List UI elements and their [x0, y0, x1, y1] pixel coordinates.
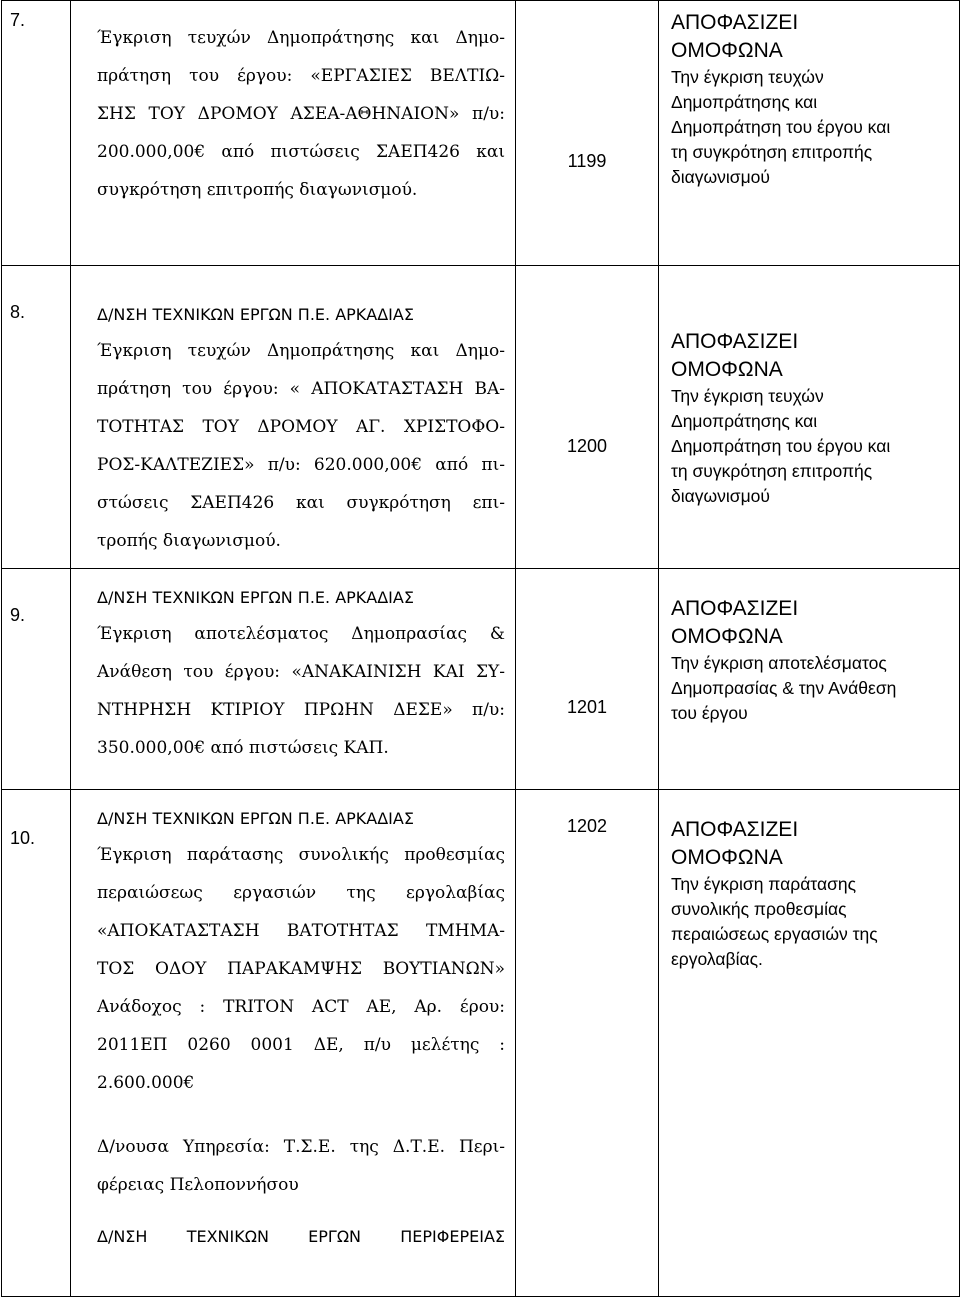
result-line: Δημοπράτηση του έργου και: [671, 117, 891, 137]
department-heading: Δ/ΝΣΗ ΤΕΧΝΙΚΩΝ ΕΡΓΩΝ Π.Ε. ΑΡΚΑΔΙΑΣ: [97, 809, 414, 828]
result-line: Την έγκριση αποτελέσματος: [671, 653, 887, 673]
decision-number: 1200: [566, 436, 608, 456]
subject-text: [71, 1, 515, 209]
item-number: 9.: [10, 605, 26, 625]
subject-cell: [71, 1, 516, 266]
subject-cell: [71, 569, 516, 790]
item-number-cell: [2, 1, 71, 266]
subject-line: ΣΗΣ ΤΟΥ ΔΡΟΜΟΥ ΑΣΕΑ-ΑΘΗΝΑΙΟΝ» π/υ:: [97, 104, 505, 124]
result-line: διαγωνισμού: [671, 486, 770, 506]
verdict-unanimous: ΟΜΟΦΩΝΑ: [671, 358, 783, 381]
result-text: [659, 569, 959, 726]
agenda-row: [2, 569, 960, 790]
agenda-table: [1, 0, 960, 1297]
subject-line: Έγκριση τευχών Δημοπράτησης και Δημο-: [97, 28, 505, 48]
result-cell: [659, 1, 960, 266]
verdict-unanimous: ΟΜΟΦΩΝΑ: [671, 625, 783, 648]
verdict-label: ΑΠΟΦΑΣΙΖΕΙ: [671, 597, 799, 620]
subject-line: ΤΟΣ ΟΔΟΥ ΠΑΡΑΚΑΜΨΗΣ ΒΟΥΤΙΑΝΩΝ»: [97, 959, 505, 979]
result-line: Δημοπράτηση του έργου και: [671, 436, 891, 456]
subject-line: ΝΤΗΡΗΣΗ ΚΤΙΡΙΟΥ ΠΡΩΗΝ ΔΕΣΕ» π/υ:: [97, 700, 505, 720]
service-line: φέρειας Πελοποννήσου: [97, 1175, 299, 1195]
result-line: συνολικής προθεσμίας: [671, 899, 847, 919]
result-line: Δημοπράτησης και: [671, 411, 818, 431]
result-cell: [659, 790, 960, 1297]
subject-text: [71, 569, 515, 767]
decision-number: 1202: [566, 816, 608, 836]
decision-number-cell: [516, 790, 659, 1297]
verdict-label: ΑΠΟΦΑΣΙΖΕΙ: [671, 11, 799, 34]
subject-line: ΡΟΣ-ΚΑΛΤΕΖΙΕΣ» π/υ: 620.000,00€ από πι-: [97, 455, 505, 475]
agenda-row: [2, 1, 960, 266]
result-line: Την έγκριση τευχών: [671, 386, 824, 406]
subject-line: συγκρότηση επιτροπής διαγωνισμού.: [97, 180, 418, 200]
subject-line: ΤΟΤΗΤΑΣ ΤΟΥ ΔΡΟΜΟΥ ΑΓ. ΧΡΙΣΤΟΦΟ-: [97, 417, 505, 437]
subject-line: Ανάθεση του έργου: «ΑΝΑΚΑΙΝΙΣΗ ΚΑΙ ΣΥ-: [97, 662, 505, 682]
subject-line: Έγκριση αποτελέσματος Δημοπρασίας &: [97, 624, 505, 644]
subject-line: πράτηση του έργου: «ΕΡΓΑΣΙΕΣ ΒΕΛΤΙΩ-: [97, 66, 505, 86]
result-line: του έργου: [671, 703, 748, 723]
decision-number: 1201: [566, 697, 608, 717]
footer-department-heading: Δ/ΝΣΗ ΤΕΧΝΙΚΩΝ ΕΡΓΩΝ ΠΕΡΙΦΕΡΕΙΑΣ: [97, 1227, 505, 1246]
agenda-row: [2, 266, 960, 569]
verdict-label: ΑΠΟΦΑΣΙΖΕΙ: [671, 818, 799, 841]
department-heading: Δ/ΝΣΗ ΤΕΧΝΙΚΩΝ ΕΡΓΩΝ Π.Ε. ΑΡΚΑΔΙΑΣ: [97, 305, 414, 324]
item-number-cell: [2, 266, 71, 569]
result-line: Δημοπράτησης και: [671, 92, 818, 112]
verdict-unanimous: ΟΜΟΦΩΝΑ: [671, 39, 783, 62]
item-number-cell: [2, 569, 71, 790]
subject-line: τροπής διαγωνισμού.: [97, 531, 281, 551]
subject-text: [71, 266, 515, 560]
verdict-label: ΑΠΟΦΑΣΙΖΕΙ: [671, 330, 799, 353]
result-line: εργολαβίας.: [671, 949, 763, 969]
result-line: Την έγκριση τευχών: [671, 67, 824, 87]
decision-number-cell: [516, 569, 659, 790]
decision-number-cell: [516, 1, 659, 266]
item-number-cell: [2, 790, 71, 1297]
result-line: Δημοπρασίας & την Ανάθεση: [671, 678, 897, 698]
subject-line: 2011ΕΠ 0260 0001 ΔΕ, π/υ μελέτης :: [97, 1035, 505, 1055]
result-text: [659, 266, 959, 509]
result-cell: [659, 266, 960, 569]
decision-number: 1199: [567, 151, 607, 171]
item-number: 8.: [10, 302, 26, 322]
agenda-row: [2, 790, 960, 1297]
service-line: Δ/νουσα Υπηρεσία: Τ.Σ.Ε. της Δ.Τ.Ε. Περι-: [97, 1137, 505, 1157]
decision-number-cell: [516, 266, 659, 569]
subject-line: «ΑΠΟΚΑΤΑΣΤΑΣΗ ΒΑΤΟΤΗΤΑΣ ΤΜΗΜΑ-: [97, 921, 505, 941]
subject-line: περαιώσεως εργασιών της εργολαβίας: [97, 883, 505, 903]
subject-line: 350.000,00€ από πιστώσεις ΚΑΠ.: [97, 738, 389, 758]
subject-line: 2.600.000€: [97, 1073, 195, 1093]
verdict-unanimous: ΟΜΟΦΩΝΑ: [671, 846, 783, 869]
subject-cell: [71, 790, 516, 1297]
result-text: [659, 790, 959, 972]
subject-line: 200.000,00€ από πιστώσεις ΣΑΕΠ426 και: [97, 142, 505, 162]
item-number: 10.: [10, 828, 36, 848]
subject-line: στώσεις ΣΑΕΠ426 και συγκρότηση επι-: [97, 493, 505, 513]
subject-text: [71, 790, 515, 1256]
result-line: τη συγκρότηση επιτροπής: [671, 142, 873, 162]
result-line: περαιώσεως εργασιών της: [671, 924, 878, 944]
result-line: διαγωνισμού: [671, 167, 770, 187]
result-text: [659, 1, 959, 190]
subject-line: Ανάδοχος : TRITON ACT AE, Αρ. έρου:: [97, 997, 505, 1017]
result-cell: [659, 569, 960, 790]
subject-line: Έγκριση παράτασης συνολικής προθεσμίας: [97, 845, 505, 865]
subject-line: Έγκριση τευχών Δημοπράτησης και Δημο-: [97, 341, 505, 361]
subject-cell: [71, 266, 516, 569]
result-line: Την έγκριση παράτασης: [671, 874, 857, 894]
result-line: τη συγκρότηση επιτροπής: [671, 461, 873, 481]
department-heading: Δ/ΝΣΗ ΤΕΧΝΙΚΩΝ ΕΡΓΩΝ Π.Ε. ΑΡΚΑΔΙΑΣ: [97, 588, 414, 607]
subject-line: πράτηση του έργου: « ΑΠΟΚΑΤΑΣΤΑΣΗ ΒΑ-: [97, 379, 505, 399]
item-number: 7.: [10, 10, 26, 30]
